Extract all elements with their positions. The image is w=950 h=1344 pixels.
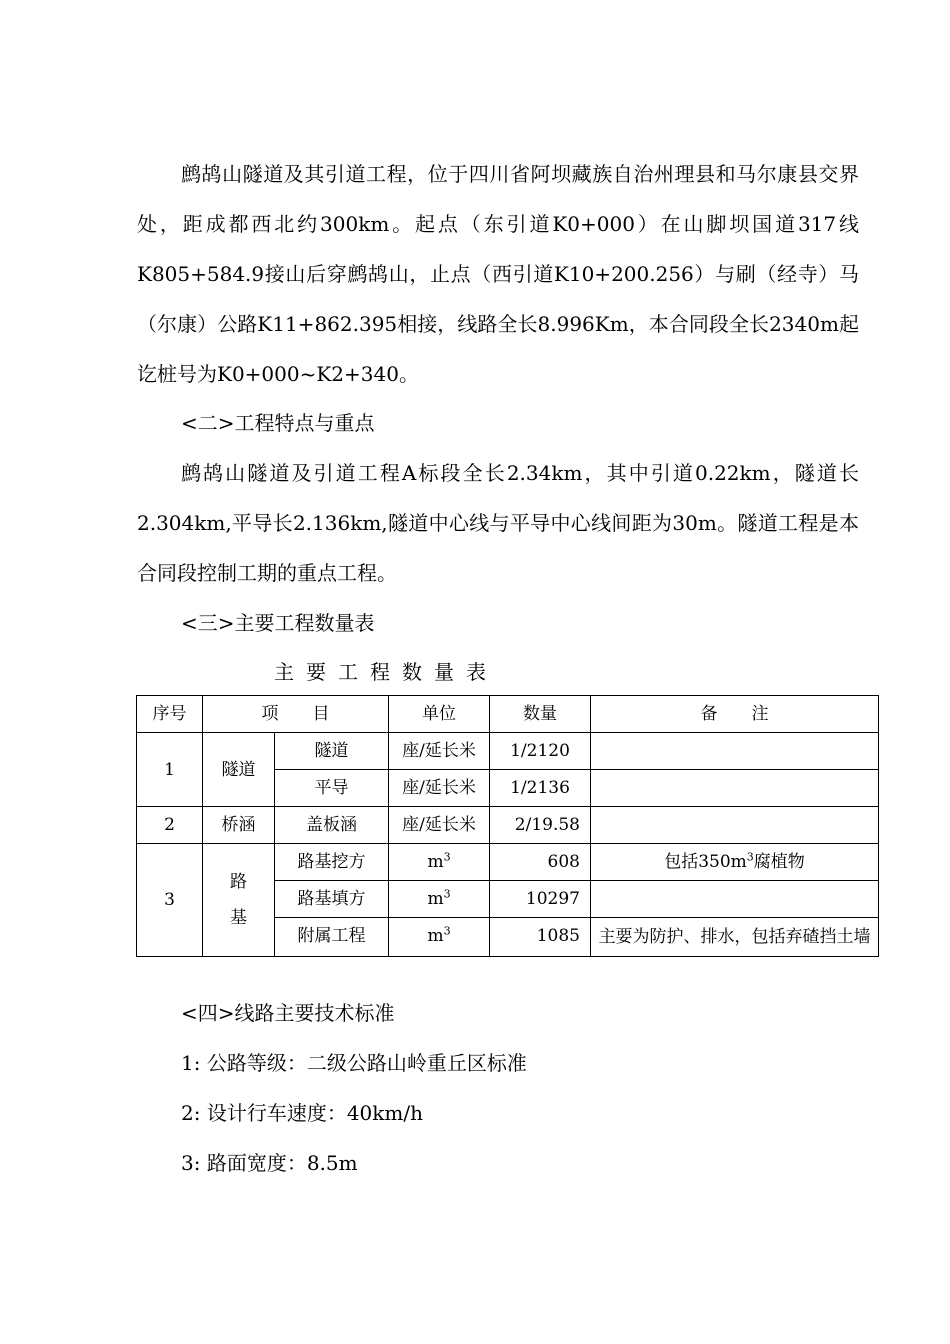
standard-item: 1: 公路等级：二级公路山岭重丘区标准: [181, 1051, 527, 1075]
table-title: 主要工程数量表: [274, 660, 498, 684]
note-cell: 主要为防护、排水，包括弃碴挡土墙: [591, 918, 879, 957]
table-row: [137, 844, 879, 881]
note-cell: [591, 770, 879, 807]
qty-cell: 608: [490, 844, 591, 881]
section-4-heading: <四>线路主要技术标准: [181, 1001, 395, 1025]
header-qty: 数量: [490, 696, 591, 733]
item-cell: 隧道: [275, 733, 389, 770]
qty-cell: 1085: [490, 918, 591, 957]
standard-item: 3: 路面宽度：8.5m: [181, 1151, 358, 1175]
category-cell: 隧道: [203, 733, 275, 807]
item-cell: 路基填方: [275, 881, 389, 918]
unit-superscript: 3: [443, 887, 451, 901]
note-superscript: 3: [746, 850, 754, 864]
note-text: 包括350m: [664, 852, 747, 872]
note-cell: [591, 881, 879, 918]
header-unit: 单位: [389, 696, 490, 733]
note-text: 腐植物: [753, 852, 805, 872]
note-cell: [591, 807, 879, 844]
header-item: 项 目: [203, 696, 389, 733]
unit-cell: 座/延长米: [389, 733, 490, 770]
category-cell: [203, 844, 275, 957]
standard-item: 2: 设计行车速度：40km/h: [181, 1101, 423, 1125]
unit-text: m: [427, 852, 444, 872]
item-cell: 附属工程: [275, 918, 389, 957]
unit-superscript: 3: [443, 924, 451, 938]
section-2-paragraph: 鹧鸪山隧道及引道工程A标段全长2.34km，其中引道0.22km，隧道长2.304km,平导长2.136km,隧道中心线与平导中心线间距为30m。隧道工程是本合同段控制工期的重点工程。: [137, 461, 859, 585]
header-note: 备 注: [591, 696, 879, 733]
unit-cell: [389, 881, 490, 918]
unit-superscript: 3: [443, 850, 451, 864]
category-char: 路: [230, 872, 247, 892]
section-3-heading: <三>主要工程数量表: [181, 611, 375, 635]
unit-cell: 座/延长米: [389, 807, 490, 844]
header-seq: 序号: [137, 696, 203, 733]
intro-paragraph: 鹧鸪山隧道及其引道工程，位于四川省阿坝藏族自治州理县和马尔康县交界处，距成都西北约300km。起点（东引道K0+000）在山脚坝国道317线K805+584.9接山后穿鹧鸪山，止点（西引道K10+200.256）与刷（经寺）马（尔康）公路K11+862.395相接，线路全长8.996Km，本合同段全长2340m起讫桩号为K0+000~K2+340。: [137, 162, 859, 386]
item-cell: 盖板涵: [275, 807, 389, 844]
note-cell: [591, 844, 879, 881]
item-cell: 平导: [275, 770, 389, 807]
qty-cell: 1/2136: [490, 770, 591, 807]
table-header-row: [137, 696, 879, 733]
quantity-table: [136, 695, 879, 957]
qty-cell: 1/2120: [490, 733, 591, 770]
unit-text: m: [427, 889, 444, 909]
seq-cell: 2: [137, 807, 203, 844]
item-cell: 路基挖方: [275, 844, 389, 881]
qty-cell: 2/19.58: [490, 807, 591, 844]
seq-cell: 3: [137, 844, 203, 957]
table-row: [137, 733, 879, 770]
category-char: 基: [230, 908, 247, 928]
section-2-heading: <二>工程特点与重点: [181, 411, 375, 435]
category-cell: 桥涵: [203, 807, 275, 844]
note-cell: [591, 733, 879, 770]
unit-cell: [389, 844, 490, 881]
table-row: [137, 807, 879, 844]
unit-cell: 座/延长米: [389, 770, 490, 807]
seq-cell: 1: [137, 733, 203, 807]
unit-text: m: [427, 926, 444, 946]
unit-cell: [389, 918, 490, 957]
qty-cell: 10297: [490, 881, 591, 918]
